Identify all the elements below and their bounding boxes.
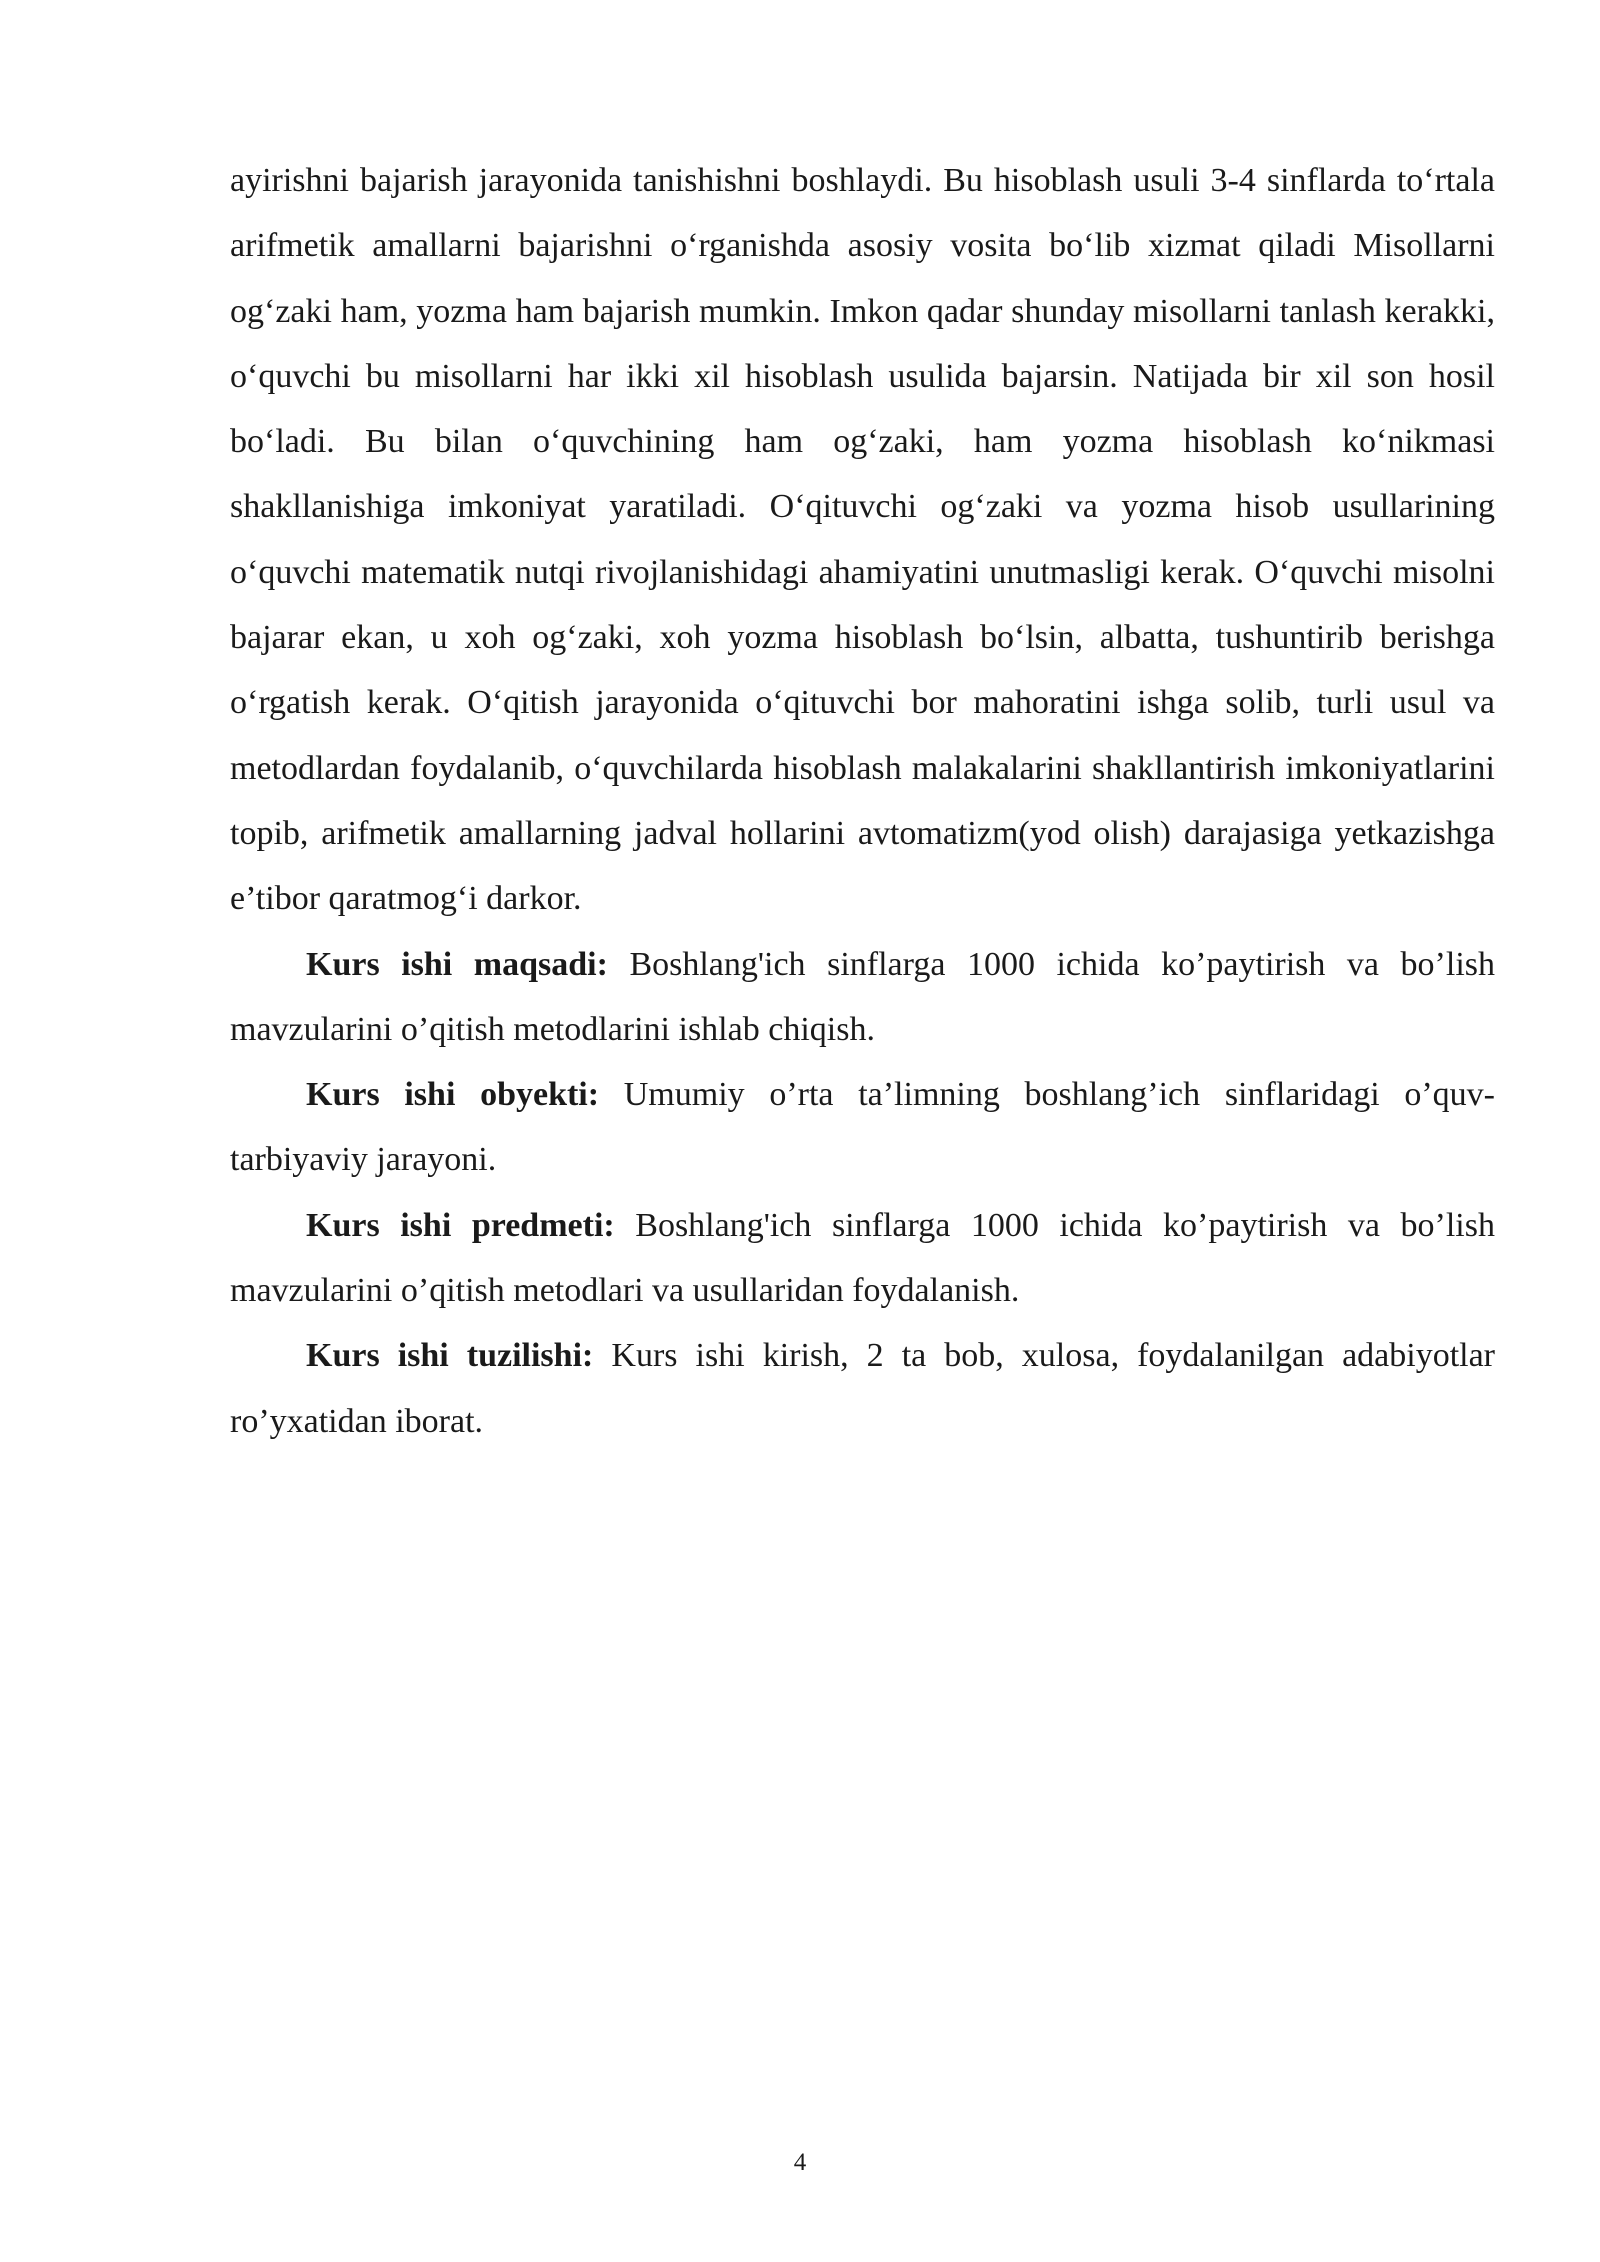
- section-object: [230, 1062, 1495, 1193]
- section-structure: [230, 1323, 1495, 1454]
- section-subject-label: Kurs ishi predmeti:: [306, 1206, 615, 1244]
- section-subject: [230, 1193, 1495, 1324]
- section-structure-label: Kurs ishi tuzilishi:: [306, 1337, 594, 1375]
- section-subject-text: Boshlang'ich sinflarga 1000 ichida ko’paytirish va bo’lish mavzularini o’qitish metodlari va usullaridan foydalanish.: [230, 1206, 1495, 1310]
- page-number: 4: [793, 2149, 807, 2176]
- section-object-label: Kurs ishi obyekti:: [306, 1076, 600, 1114]
- section-structure-text: Kurs ishi kirish, 2 ta bob, xulosa, foydalanilgan adabiyotlar ro’yxatidan iborat.: [230, 1337, 1496, 1440]
- section-goal-text: Boshlang'ich sinflarga 1000 ichida ko’paytirish va bo’lish mavzularini o’qitish metodlarini ishlab chiqish.: [230, 945, 1495, 1048]
- section-goal: [230, 932, 1495, 1063]
- body-text: [230, 148, 1495, 1454]
- section-object-text: Umumiy o’rta ta’limning boshlang’ich sinflaridagi o’quv-tarbiyaviy jarayoni.: [230, 1076, 1495, 1179]
- intro-paragraph: ayirishni bajarish jarayonida tanishishni boshlaydi. Bu hisoblash usuli 3-4 sinflarda to‘rtala arifmetik amallarni bajarishni o‘rganishda asosiy vosita bo‘lib xizmat qiladi Misollarni og‘zaki ham, yozma ham bajarish mumkin. Imkon qadar shunday misollarni tanlash kerakki, o‘quvchi bu misollarni har ikki xil hisoblash usulida bajarsin. Natijada bir xil son hosil bo‘ladi. Bu bilan o‘quvchining ham og‘zaki, ham yozma hisoblash ko‘nikmasi shakllanishiga imkoniyat yaratiladi. O‘qituvchi og‘zaki va yozma hisob usullarining o‘quvchi matematik nutqi rivojlanishidagi ahamiyatini unutmasligi kerak. O‘quvchi misolni bajarar ekan, u xoh og‘zaki, xoh yozma hisoblash bo‘lsin, albatta, tushuntirib berishga o‘rgatish kerak. O‘qitish jarayonida o‘qituvchi bor mahoratini ishga solib, turli usul va metodlardan foydalanib, o‘quvchilarda hisoblash malakalarini shakllantirish imkoniyatlarini topib, arifmetik amallarning jadval hollarini avtomatizm(yod olish) darajasiga yetkazishga e’tibor qaratmog‘i darkor.: [230, 162, 1495, 918]
- section-goal-label: Kurs ishi maqsadi:: [306, 945, 608, 983]
